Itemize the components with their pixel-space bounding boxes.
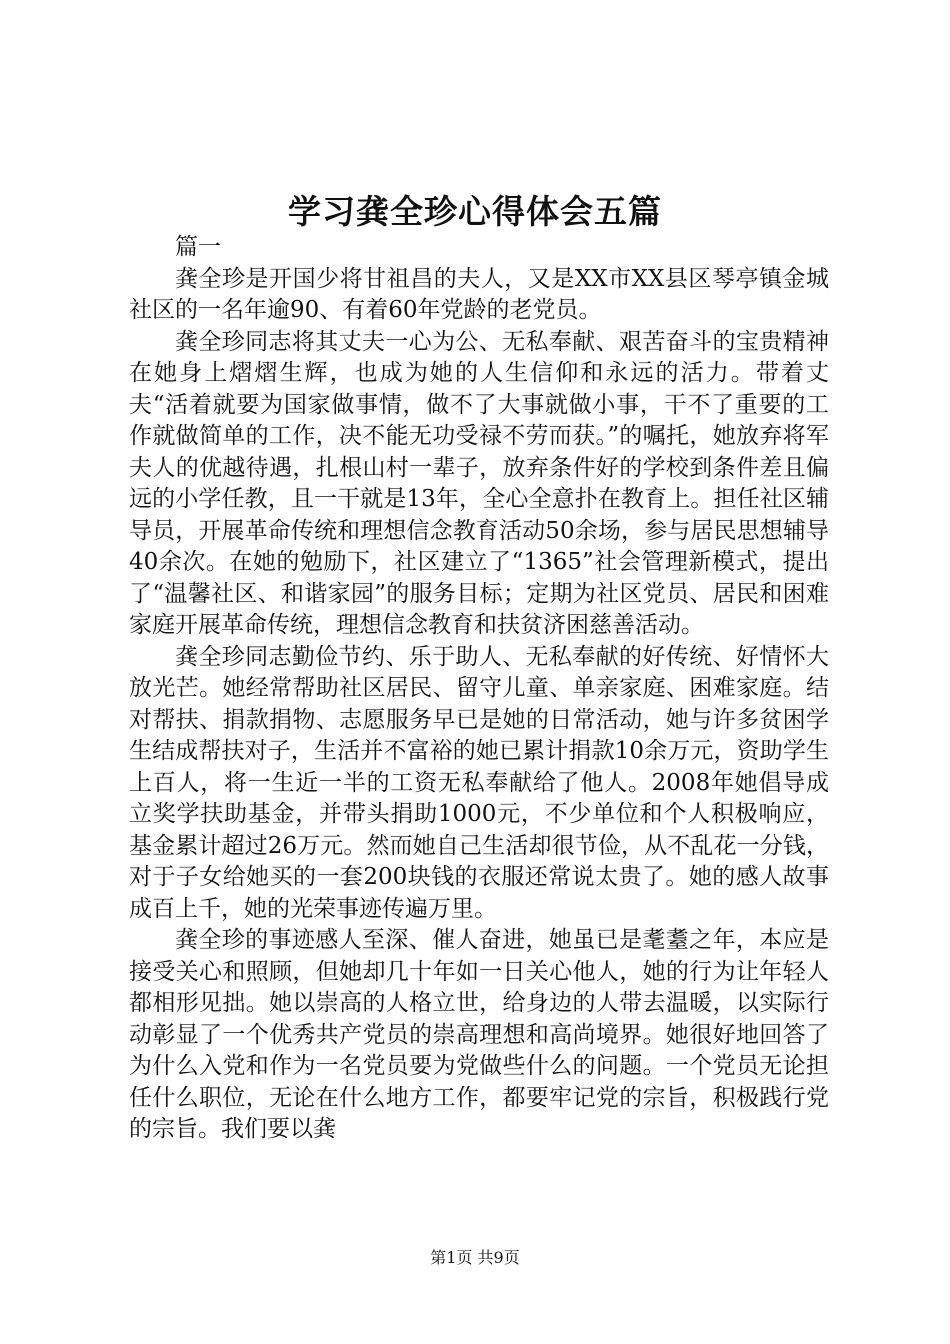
document-body [129,232,829,1146]
paragraph-4: 龚全珍的事迹感人至深、催人奋进，她虽已是耄耋之年，本应是接受关心和照顾，但她却几十年如一日关心他人，她的行为让年轻人都相形见拙。她以崇高的人格立世，给身边的人带去温暖，以实际行动彰显了一个优秀共产党员的崇高理想和高尚境界。她很好地回答了为什么入党和作为一名党员要为党做些什么的问题。一个党员无论担任什么职位，无论在什么地方工作，都要牢记党的宗旨，积极践行党的宗旨。我们要以龚 [129,927,829,1142]
paragraph-3: 龚全珍同志勤俭节约、乐于助人、无私奉献的好传统、好情怀大放光芒。她经常帮助社区居民、留守儿童、单亲家庭、困难家庭。结对帮扶、捐款捐物、志愿服务早已是她的日常活动，她与许多贫困学生结成帮扶对子，生活并不富裕的她已累计捐款10余万元，资助学生上百人，将一生近一半的工资无私奉献给了他人。2008年她倡导成立奖学扶助基金，并带头捐助1000元，不少单位和个人积极响应，基金累计超过26万元。然而她自己生活却很节俭，从不乱花一分钱，对于子女给她买的一套200块钱的衣服还常说太贵了。她的感人故事成百上千，她的光荣事迹传遍万里。 [129,643,829,922]
section-heading: 篇一 [175,234,221,260]
page-number-footer: 第1页 共9页 [430,1248,520,1267]
document-title: 学习龚全珍心得体会五篇 [288,192,662,231]
paragraph-1: 龚全珍是开国少将甘祖昌的夫人，又是XX市XX县区琴亭镇金城社区的一名年逾90、有着60年党龄的老党员。 [129,265,829,323]
paragraph-2: 龚全珍同志将其丈夫一心为公、无私奉献、艰苦奋斗的宝贵精神在她身上熠熠生辉，也成为她的人生信仰和永远的活力。带着丈夫“活着就要为国家做事情，做不了大事就做小事，干不了重要的工作就做简单的工作，决不能无功受禄不劳而获。”的嘱托，她放弃将军夫人的优越待遇，扎根山村一辈子，放弃条件好的学校到条件差且偏远的小学任教，且一干就是13年，全心全意扑在教育上。担任社区辅导员，开展革命传统和理想信念教育活动50余场，参与居民思想辅导40余次。在她的勉励下，社区建立了“1365”社会管理新模式，提出了“温馨社区、和谐家园”的服务目标；定期为社区党员、居民和困难家庭开展革命传统，理想信念教育和扶贫济困慈善活动。 [129,328,829,638]
